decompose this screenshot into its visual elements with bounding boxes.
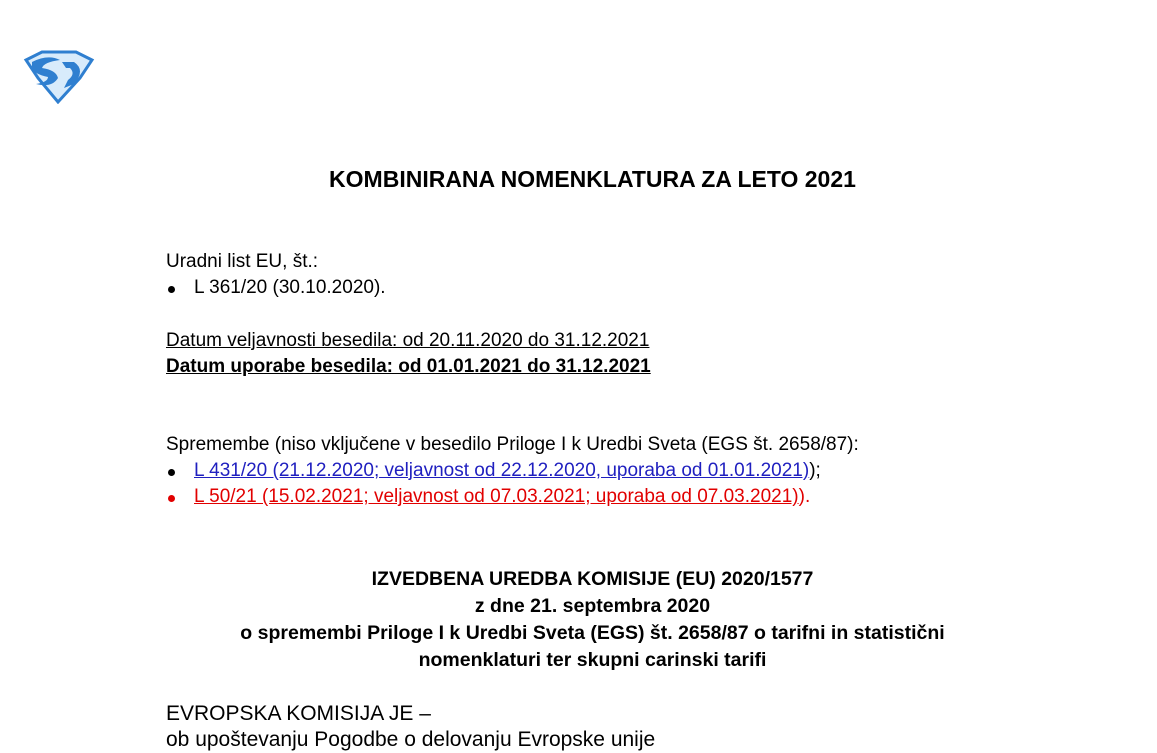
- sd-shield-logo-icon: [22, 50, 96, 104]
- validity-date: Datum veljavnosti besedila: od 20.11.2020 do 31.12.2021: [166, 330, 650, 351]
- application-date: Datum uporabe besedila: od 01.01.2021 do 31.12.2021: [166, 356, 651, 377]
- changes-label: Spremembe (niso vključene v besedilo Priloge I k Uredbi Sveta (EGS št. 2658/87):: [166, 434, 859, 455]
- bullet-icon: [168, 495, 175, 502]
- change-link-l431[interactable]: L 431/20 (21.12.2020; veljavnost od 22.12.2020, uporaba od 01.01.2021): [194, 460, 810, 481]
- regulation-heading: IZVEDBENA UREDBA KOMISIJE (EU) 2020/1577 z dne 21. septembra 2020 o spremembi Priloge I k Uredbi Sveta (EGS) št. 2658/87 o tarifni in statistični nomenklaturi ter skupni carinski tarifi: [240, 568, 945, 671]
- document-title: KOMBINIRANA NOMENKLATURA ZA LETO 2021: [329, 166, 856, 192]
- change-item: L 50/21 (15.02.2021; veljavnost od 07.03.2021; uporaba od 07.03.2021)).: [166, 484, 859, 510]
- journal-section: [166, 249, 386, 301]
- change-link-l50[interactable]: L 50/21 (15.02.2021; veljavnost od 07.03.2021; uporaba od 07.03.2021): [194, 486, 799, 507]
- dates-section: [166, 328, 651, 380]
- changes-section: [166, 432, 859, 510]
- change-item: L 431/20 (21.12.2020; veljavnost od 22.12.2020, uporaba od 01.01.2021));: [166, 458, 859, 484]
- bullet-icon: [168, 286, 175, 293]
- journal-label: Uradni list EU, št.:: [166, 251, 319, 272]
- body-line: ob upoštevanju Pogodbe o delovanju Evropske unije: [166, 728, 656, 751]
- body-line: EVROPSKA KOMISIJA JE –: [166, 702, 431, 725]
- journal-item: L 361/20 (30.10.2020).: [166, 275, 386, 301]
- bullet-icon: [168, 469, 175, 476]
